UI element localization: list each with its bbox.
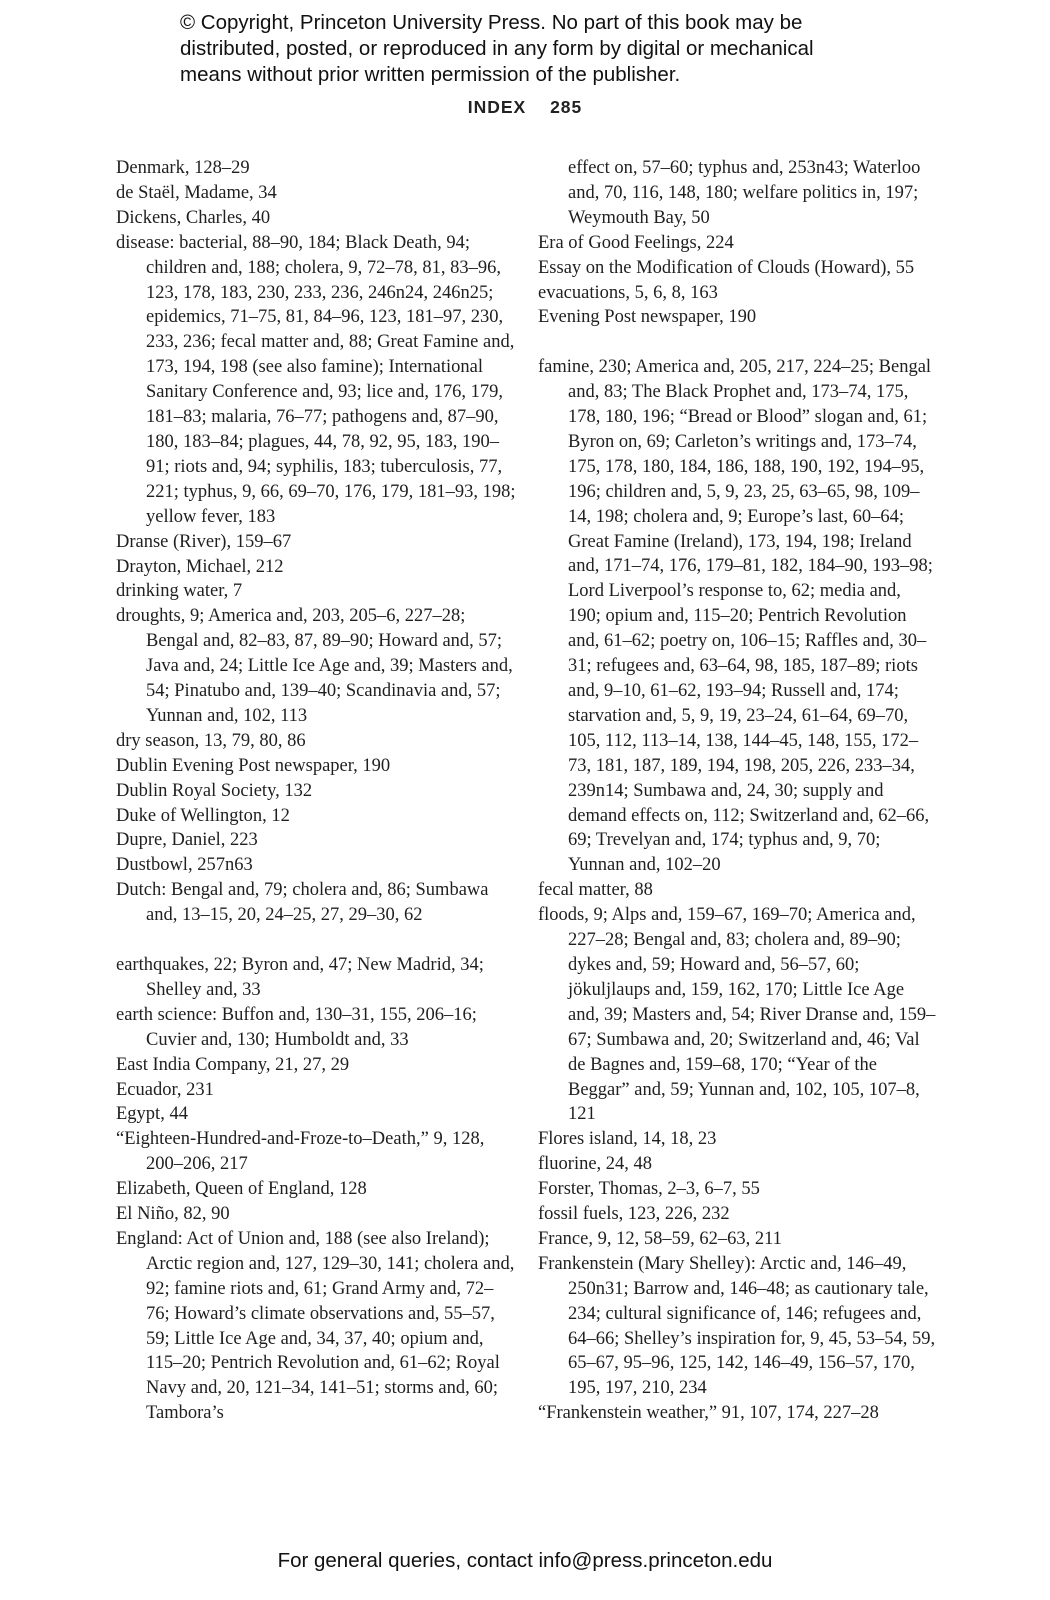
index-entry: Era of Good Feelings, 224 — [538, 232, 734, 253]
index-entry: Elizabeth, Queen of England, 128 — [116, 1179, 367, 1200]
index-entry: Denmark, 128–29 — [116, 158, 250, 178]
index-entry: droughts, 9; America and, 203, 205–6, 227–28; Bengal and, 82–83, 87, 89–90; Howard and, 57; Java and, 24; Little Ice Age and, 39; Masters and, 54; Pinatubo and, 139–40; Scandinavia and, 57; Yunnan and, 102, 113 — [116, 606, 513, 726]
index-entry: Duke of Wellington, 12 — [116, 805, 290, 826]
letter-group-gap — [538, 330, 938, 355]
index-entry: Dublin Evening Post newspaper, 190 — [116, 755, 391, 776]
index-column-left — [116, 156, 516, 1426]
index-entry: Dublin Royal Society, 132 — [116, 780, 313, 801]
index-entry: evacuations, 5, 6, 8, 163 — [538, 282, 718, 303]
index-entry: floods, 9; Alps and, 159–67, 169–70; America and, 227–28; Bengal and, 83; cholera and, 89–90; dykes and, 59; Howard and, 56–57, 60; jökuljlaups and, 159, 162, 170; Little Ice Age and, 39; Masters and, 54; River Dranse and, 159–67; Sumbawa and, 20; Switzerland and, 46; Val de Bagnes and, 159–68, 170; “Year of the Beggar” and, 59; Yunnan and, 102, 105, 107–8, 121 — [538, 905, 936, 1125]
footer-contact: For general queries, contact info@press.princeton.edu — [277, 1549, 773, 1572]
index-entry: fecal matter, 88 — [538, 880, 653, 901]
index-entry: Dupre, Daniel, 223 — [116, 830, 258, 851]
index-entry: Dustbowl, 257n63 — [116, 855, 253, 876]
index-entry: France, 9, 12, 58–59, 62–63, 211 — [538, 1228, 782, 1249]
index-entry: “Frankenstein weather,” 91, 107, 174, 227–28 — [538, 1403, 879, 1424]
index-column-right — [538, 156, 938, 1426]
index-entry: Frankenstein (Mary Shelley): Arctic and, 146–49, 250n31; Barrow and, 146–48; as cautionary tale, 234; cultural significance of, 146; refugees and, 64–66; Shelley’s inspiration for, 9, 45, 53–54, 59, 65–67, 95–96, 125, 142, 146–49, 156–57, 170, 195, 197, 210, 234 — [538, 1253, 936, 1399]
index-entry-continuation: effect on, 57–60; typhus and, 253n43; Waterloo and, 70, 116, 148, 180; welfare politics in, 197; Weymouth Bay, 50 — [568, 158, 921, 228]
copyright-line: distributed, posted, or reproduced in any form by digital or mechanical — [180, 37, 814, 60]
index-entry: Evening Post newspaper, 190 — [538, 307, 757, 328]
index-entry: England: Act of Union and, 188 (see also Ireland); Arctic region and, 127, 129–30, 141; cholera and, 92; famine riots and, 61; Grand Army and, 72–76; Howard’s climate observations and, 55–57, 59; Little Ice Age and, 34, 37, 40; opium and, 115–20; Pentrich Revolution and, 61–62; Royal Navy and, 20, 121–34, 141–51; storms and, 60; Tambora’s — [116, 1228, 515, 1424]
page-number: 285 — [550, 97, 583, 117]
index-entry: Forster, Thomas, 2–3, 6–7, 55 — [538, 1179, 760, 1200]
index-entry: disease: bacterial, 88–90, 184; Black Death, 94; children and, 188; cholera, 9, 72–78, 81, 83–96, 123, 178, 183, 230, 233, 236, 246n24, 246n25; epidemics, 71–75, 81, 84–96, 123, 181–97, 230, 233, 236; fecal matter and, 88; Great Famine and, 173, 194, 198 (see also famine); International Sanitary Conference and, 93; lice and, 176, 179, 181–83; malaria, 76–77; pathogens and, 87–90, 180, 183–84; plagues, 44, 78, 92, 95, 183, 190–91; riots and, 94; syphilis, 183; tuberculosis, 77, 221; typhus, 9, 66, 69–70, 176, 179, 181–93, 198; yellow fever, 183 — [116, 232, 516, 527]
index-entry: drinking water, 7 — [116, 581, 243, 602]
index-entry: Ecuador, 231 — [116, 1079, 214, 1100]
index-entry: Dutch: Bengal and, 79; cholera and, 86; Sumbawa and, 13–15, 20, 24–25, 27, 29–30, 62 — [116, 880, 489, 926]
running-head-title: INDEX — [467, 97, 527, 117]
index-entry: Essay on the Modification of Clouds (Howard), 55 — [538, 257, 915, 278]
index-entry: fluorine, 24, 48 — [538, 1154, 653, 1175]
index-entry: fossil fuels, 123, 226, 232 — [538, 1204, 730, 1225]
letter-group-gap — [116, 928, 516, 953]
index-entry: Drayton, Michael, 212 — [116, 556, 284, 577]
index-entry: Flores island, 14, 18, 23 — [538, 1129, 717, 1150]
index-entry: famine, 230; America and, 205, 217, 224–25; Bengal and, 83; The Black Prophet and, 173–74, 175, 178, 180, 196; “Bread or Blood” slogan and, 61; Byron on, 69; Carleton’s writings and, 173–74, 175, 178, 180, 184, 186, 188, 190, 192, 194–95, 196; children and, 5, 9, 23, 25, 63–65, 98, 109–14, 198; cholera and, 9; Europe’s last, 60–64; Great Famine (Ireland), 173, 194, 198; Ireland and, 171–74, 176, 179–81, 182, 184–90, 193–98; Lord Liverpool’s response to, 62; media and, 190; opium and, 115–20; Pentrich Revolution and, 61–62; poetry on, 106–15; Raffles and, 30–31; refugees and, 63–64, 98, 185, 187–89; riots and, 9–10, 61–62, 193–94; Russell and, 174; starvation and, 5, 9, 19, 23–24, 61–64, 69–70, 105, 112, 113–14, 138, 144–45, 148, 155, 172–73, 181, 187, 189, 194, 198, 205, 226, 233–34, 239n14; Sumbawa and, 24, 30; supply and demand effects on, 112; Switzerland and, 62–66, 69; Trevelyan and, 174; typhus and, 9, 70; Yunnan and, 102–20 — [538, 357, 933, 876]
copyright-line: © Copyright, Princeton University Press. No part of this book may be — [180, 11, 803, 34]
running-head — [0, 97, 1050, 118]
index-entry: earth science: Buffon and, 130–31, 155, 206–16; Cuvier and, 130; Humboldt and, 33 — [116, 1004, 477, 1050]
index-entry: El Niño, 82, 90 — [116, 1204, 230, 1225]
index-entry: Dickens, Charles, 40 — [116, 207, 271, 228]
index-entry: Dranse (River), 159–67 — [116, 531, 292, 552]
index-entry: Egypt, 44 — [116, 1104, 188, 1125]
copyright-notice — [180, 10, 900, 88]
index-entry: de Staël, Madame, 34 — [116, 182, 277, 203]
index-entry: earthquakes, 22; Byron and, 47; New Madrid, 34; Shelley and, 33 — [116, 954, 484, 1000]
index-entry: East India Company, 21, 27, 29 — [116, 1054, 350, 1075]
copyright-line: means without prior written permission of the publisher. — [180, 63, 681, 86]
index-entry: “Eighteen-Hundred-and-Froze-to–Death,” 9, 128, 200–206, 217 — [116, 1129, 485, 1175]
index-entry: dry season, 13, 79, 80, 86 — [116, 730, 306, 751]
